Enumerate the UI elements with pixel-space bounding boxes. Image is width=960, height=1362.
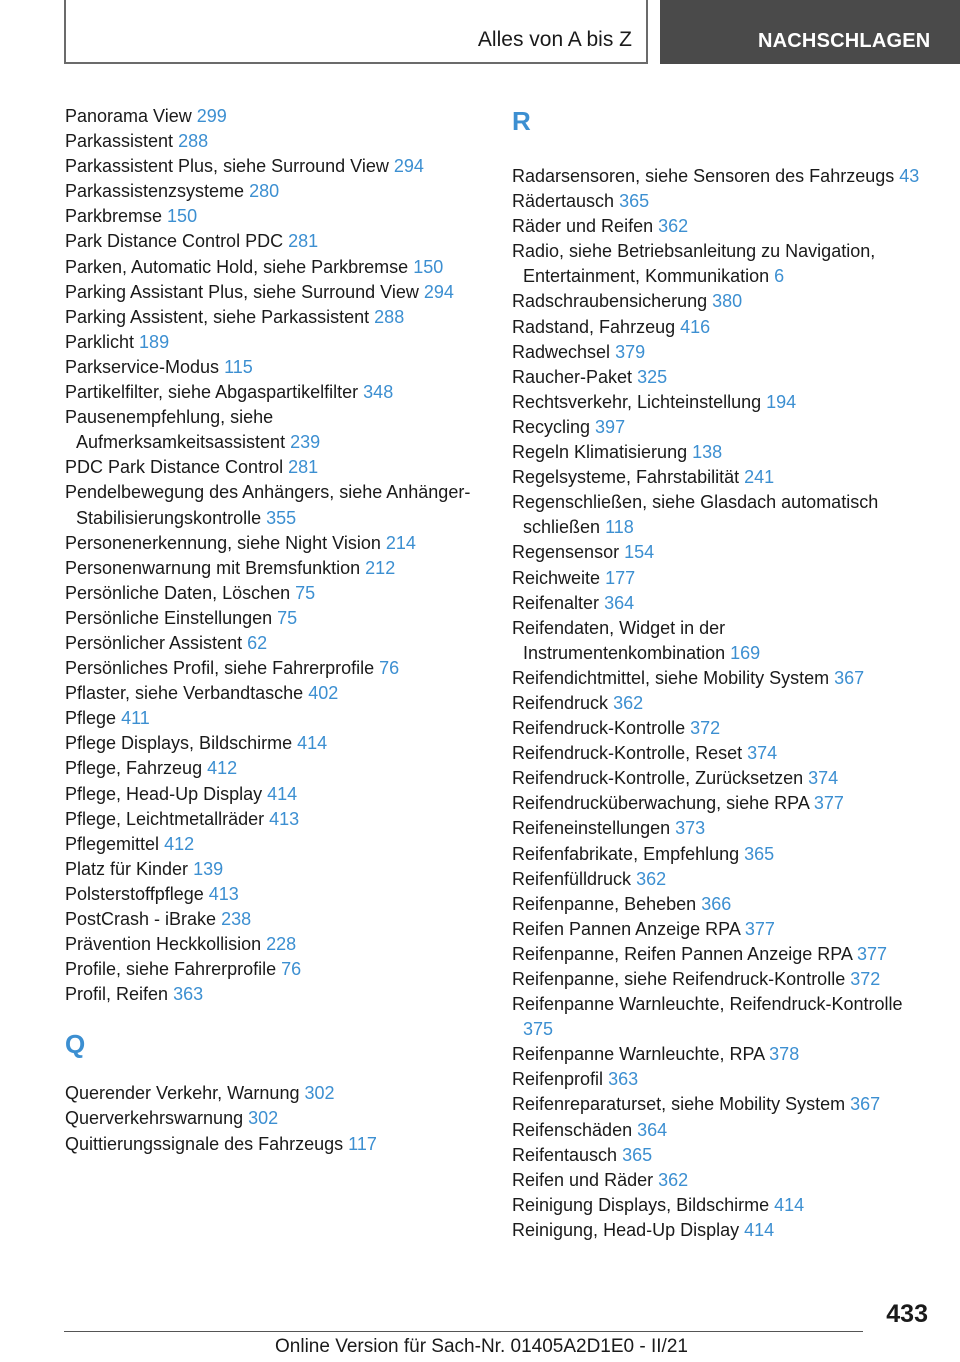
index-entry-text: Reifendaten, Widget in der Instrumentenkombination — [512, 617, 726, 663]
index-entry — [512, 365, 932, 390]
index-page-link[interactable]: 348 — [363, 382, 394, 403]
index-page-link[interactable]: 154 — [624, 542, 655, 563]
index-entry-text: Personenwarnung mit Bremsfunktion — [65, 557, 361, 578]
index-page-link[interactable]: 194 — [766, 391, 797, 412]
index-entry — [512, 1092, 932, 1117]
index-page-link[interactable]: 413 — [269, 808, 300, 829]
index-entry-text: Prävention Heckkollision — [65, 934, 262, 955]
index-entry — [65, 255, 485, 280]
index-entry-text: Profile, siehe Fahrerprofile — [65, 959, 277, 980]
index-page-link[interactable]: 75 — [295, 582, 316, 603]
index-entry-text: Parkassistenzsysteme — [65, 181, 245, 202]
index-entry — [65, 179, 485, 204]
index-entry-text: Reifenalter — [512, 592, 600, 613]
index-page-link[interactable]: 325 — [637, 366, 668, 387]
index-entry-text: Polsterstoffpflege — [65, 883, 204, 904]
index-entry — [65, 305, 485, 330]
index-entry — [512, 1193, 932, 1218]
index-entry — [512, 1067, 932, 1092]
index-letter-r: R — [512, 106, 531, 136]
index-page-link[interactable]: 362 — [658, 1169, 689, 1190]
index-page-link[interactable]: 43 — [899, 166, 920, 186]
index-entry — [512, 942, 932, 967]
index-entry-text: Parkassistent Plus, siehe Surround View — [65, 156, 389, 177]
index-entry — [512, 540, 932, 565]
index-entry — [512, 867, 932, 892]
index-entry-text: Reifendruck-Kontrolle, Zurücksetzen — [512, 768, 804, 789]
index-entry-text: Parking Assistant Plus, siehe Surround View — [65, 281, 419, 302]
index-entry — [65, 405, 485, 455]
index-entry — [65, 832, 485, 857]
index-entry-text: Räder und Reifen — [512, 216, 654, 237]
index-entry-text: Pflaster, siehe Verbandtasche — [65, 683, 304, 704]
index-entry — [512, 239, 932, 289]
index-page-link[interactable]: 377 — [856, 943, 887, 964]
index-entry — [512, 666, 932, 691]
index-entry — [65, 280, 485, 305]
index-page-link[interactable]: 412 — [164, 833, 195, 854]
index-entry-text: Parkservice-Modus — [65, 356, 220, 377]
index-page-link[interactable]: 363 — [608, 1069, 639, 1090]
index-entry-text: Reifeneinstellungen — [512, 818, 671, 839]
index-page-link[interactable]: 374 — [808, 768, 839, 789]
index-entry — [65, 1132, 485, 1157]
index-page-link[interactable]: 367 — [850, 1094, 881, 1115]
index-entry-text: Reifenfabrikate, Empfehlung — [512, 843, 740, 864]
index-entry — [512, 842, 932, 867]
index-entry-text: Radio, siehe Betriebsanleitung zu Navigation, Entertainment, Kommunikation — [512, 241, 876, 287]
index-entry-text: Reinigung Displays, Bildschirme — [512, 1194, 770, 1215]
index-entry-text: Regeln Klimatisierung — [512, 442, 688, 463]
index-page-link[interactable]: 150 — [413, 256, 444, 277]
index-entry-text: Reifenschäden — [512, 1119, 633, 1140]
index-page-link[interactable]: 380 — [712, 291, 743, 312]
index-entry-text: PostCrash - iBrake — [65, 909, 217, 929]
index-entry — [512, 791, 932, 816]
index-entry — [512, 1143, 932, 1168]
index-entry — [65, 731, 485, 756]
index-entry — [65, 932, 485, 957]
index-page-link[interactable]: 374 — [747, 743, 778, 764]
index-entry — [512, 340, 932, 365]
index-page-link[interactable]: 294 — [423, 281, 454, 302]
index-entry-text: Parking Assistent, siehe Parkassistent — [65, 306, 370, 327]
index-entry-text: Pflege, Fahrzeug — [65, 758, 203, 779]
index-entry-text: Partikelfilter, siehe Abgaspartikelfilter — [65, 382, 359, 403]
index-entry — [65, 330, 485, 355]
index-entry-text: Panorama View — [65, 106, 192, 126]
index-entry-text: Reifendichtmittel, siehe Mobility System — [512, 667, 830, 688]
index-entry-text: Parkassistent — [65, 131, 174, 152]
index-page-link[interactable]: 414 — [744, 1219, 775, 1240]
index-entry-text: Raucher-Paket — [512, 366, 633, 387]
index-entry — [512, 289, 932, 314]
index-page-link[interactable]: 76 — [379, 658, 400, 679]
index-entry-text: Recycling — [512, 416, 591, 437]
index-entry-text: Reifenprofil — [512, 1069, 604, 1090]
index-entry-text: Reifendrucküberwachung, siehe RPA — [512, 793, 809, 814]
index-page-link[interactable]: 288 — [178, 131, 209, 152]
index-page-link[interactable]: 375 — [523, 1019, 554, 1040]
index-entry — [512, 1218, 932, 1243]
index-page-link[interactable]: 150 — [167, 206, 198, 227]
index-entry-text: Regelsysteme, Fahrstabilität — [512, 467, 740, 488]
index-page-link[interactable]: 365 — [622, 1144, 653, 1165]
index-entry — [65, 857, 485, 882]
index-page-link[interactable]: 362 — [658, 216, 689, 237]
index-page-link[interactable]: 372 — [690, 718, 721, 739]
index-entry-text: Reifendruck — [512, 692, 609, 713]
index-entry-text: Pflege Displays, Bildschirme — [65, 733, 293, 754]
index-entry-text: Querverkehrswarnung — [65, 1108, 244, 1129]
index-page-link[interactable]: 366 — [701, 893, 732, 914]
index-entry-text: Reichweite — [512, 567, 601, 588]
index-entry — [512, 315, 932, 340]
index-page-link[interactable]: 177 — [605, 567, 636, 588]
index-entry — [512, 1118, 932, 1143]
index-entry-text: Reifen Pannen Anzeige RPA — [512, 918, 740, 939]
index-page-link[interactable]: 294 — [393, 156, 424, 177]
index-page-link[interactable]: 299 — [196, 106, 227, 126]
index-entry-text: Reinigung, Head-Up Display — [512, 1219, 740, 1240]
online-version-note: Online Version für Sach-Nr. 01405A2D1E0 - II/21 — [275, 1336, 688, 1357]
index-page-link[interactable]: 362 — [636, 868, 667, 889]
index-entry-text: Reifendruck-Kontrolle, Reset — [512, 743, 743, 764]
index-entry — [65, 706, 485, 731]
index-list-r — [512, 164, 932, 1243]
index-entry — [65, 606, 485, 631]
index-entry-text: Reifenpanne Warnleuchte, Reifendruck-Kontrolle — [512, 994, 903, 1015]
index-entry-text: Quittierungssignale des Fahrzeugs — [65, 1133, 344, 1154]
index-entry — [65, 656, 485, 681]
index-entry-text: Radstand, Fahrzeug — [512, 316, 676, 337]
index-page-link[interactable]: 281 — [288, 457, 319, 478]
index-entry-text: Reifenpanne, siehe Reifendruck-Kontrolle — [512, 969, 846, 989]
index-entry-text: Park Distance Control PDC — [65, 231, 284, 252]
index-entry — [65, 1081, 485, 1106]
index-entry — [512, 741, 932, 766]
index-page-link[interactable]: 364 — [637, 1119, 668, 1140]
index-page-link[interactable]: 241 — [744, 467, 775, 488]
index-entry — [512, 616, 932, 666]
index-page-link[interactable]: 76 — [281, 959, 302, 980]
index-entry-text: Regensensor — [512, 542, 620, 563]
index-entry — [65, 581, 485, 606]
index-page-link[interactable]: 189 — [139, 331, 170, 352]
index-entry — [65, 154, 485, 179]
index-entry — [65, 531, 485, 556]
index-entry-text: Reifenreparaturset, siehe Mobility System — [512, 1094, 846, 1115]
index-entry-text: Reifenpanne, Beheben — [512, 893, 697, 914]
index-page-link[interactable]: 115 — [224, 356, 253, 377]
index-entry-text: Pausenempfehlung, siehe Aufmerksamkeitsassistent — [65, 407, 286, 453]
index-page-link[interactable]: 412 — [207, 758, 238, 779]
index-entry — [65, 204, 485, 229]
index-entry — [512, 415, 932, 440]
index-entry-text: Pflege, Leichtmetallräder — [65, 808, 265, 829]
index-page-link[interactable]: 411 — [121, 708, 150, 729]
index-entry-text: Pflege — [65, 708, 117, 729]
index-entry-text: Reifendruck-Kontrolle — [512, 718, 686, 739]
index-list-q — [65, 1081, 485, 1156]
index-entry — [65, 907, 485, 932]
index-page-link[interactable]: 6 — [774, 266, 785, 287]
index-list-p — [65, 104, 485, 1007]
footer-divider — [64, 1331, 863, 1332]
index-entry-text: Regenschließen, siehe Glasdach automatisch schließen — [512, 492, 879, 538]
index-page-link[interactable]: 365 — [619, 191, 650, 212]
index-entry — [65, 455, 485, 480]
index-entry — [512, 892, 932, 917]
index-entry — [65, 104, 485, 129]
index-entry — [512, 917, 932, 942]
index-entry-text: PDC Park Distance Control — [65, 457, 284, 478]
index-entry — [512, 440, 932, 465]
index-entry — [512, 189, 932, 214]
index-entry — [65, 882, 485, 907]
index-entry-text: Persönliche Daten, Löschen — [65, 582, 291, 603]
index-page-link[interactable]: 302 — [248, 1108, 279, 1129]
index-entry — [65, 480, 485, 530]
index-page-link[interactable]: 365 — [744, 843, 775, 864]
index-column-left — [65, 104, 485, 1157]
index-entry-text: Reifentausch — [512, 1144, 618, 1165]
index-page-link[interactable]: 288 — [374, 306, 405, 327]
index-entry — [512, 214, 932, 239]
index-entry — [512, 992, 932, 1042]
index-page-link[interactable]: 402 — [308, 683, 339, 704]
index-entry — [512, 465, 932, 490]
index-entry — [65, 380, 485, 405]
index-page-link[interactable]: 364 — [604, 592, 635, 613]
index-page-link[interactable]: 138 — [692, 442, 723, 463]
index-entry-text: Personenerkennung, siehe Night Vision — [65, 532, 381, 553]
index-page-link[interactable]: 75 — [277, 607, 298, 628]
index-page-link[interactable]: 373 — [675, 818, 706, 839]
index-page-link[interactable]: 377 — [813, 793, 844, 814]
index-entry — [512, 1042, 932, 1067]
index-page-link[interactable]: 214 — [385, 532, 416, 553]
index-entry — [65, 681, 485, 706]
index-entry-text: Persönliches Profil, siehe Fahrerprofile — [65, 658, 375, 679]
index-entry-text: Persönliche Einstellungen — [65, 607, 273, 628]
index-entry — [512, 566, 932, 591]
index-entry — [512, 1168, 932, 1193]
index-page-link[interactable]: 117 — [348, 1133, 377, 1154]
index-page-link[interactable]: 414 — [267, 783, 298, 804]
index-entry — [512, 164, 932, 189]
index-entry-text: Rädertausch — [512, 191, 615, 212]
index-page-link[interactable]: 367 — [834, 667, 865, 688]
index-page-link[interactable]: 118 — [605, 517, 634, 538]
index-entry — [512, 967, 932, 992]
index-page-link[interactable]: 413 — [208, 883, 239, 904]
chapter-tab-label: NACHSCHLAGEN — [758, 30, 931, 52]
index-entry-text: Radwechsel — [512, 341, 611, 362]
index-page-link[interactable]: 228 — [266, 934, 297, 955]
index-page-link[interactable]: 302 — [304, 1083, 335, 1104]
page-number: 433 — [886, 1300, 928, 1328]
index-entry — [512, 390, 932, 415]
index-entry-text: Radschraubensicherung — [512, 291, 708, 312]
index-entry — [512, 766, 932, 791]
index-page-link[interactable]: 239 — [290, 432, 321, 453]
index-page-link[interactable]: 212 — [365, 557, 396, 578]
index-entry — [65, 782, 485, 807]
index-page-link[interactable]: 414 — [774, 1194, 805, 1215]
index-page-link[interactable]: 416 — [680, 316, 711, 337]
index-entry-text: Pflege, Head-Up Display — [65, 783, 263, 804]
index-entry — [512, 591, 932, 616]
index-entry — [512, 716, 932, 741]
index-entry — [512, 490, 932, 540]
index-entry — [65, 807, 485, 832]
section-title: Alles von A bis Z — [477, 28, 632, 51]
index-entry — [65, 229, 485, 254]
index-entry-text: Reifenpanne Warnleuchte, RPA — [512, 1044, 765, 1065]
index-page-link[interactable]: 62 — [247, 632, 268, 653]
index-entry — [65, 756, 485, 781]
index-page-link[interactable]: 397 — [595, 416, 626, 437]
header-frame — [64, 0, 648, 64]
index-entry-text: Persönlicher Assistent — [65, 632, 243, 653]
index-entry — [512, 691, 932, 716]
index-page-link[interactable]: 238 — [221, 909, 252, 929]
index-page-link[interactable]: 139 — [193, 858, 224, 879]
index-entry-text: Parken, Automatic Hold, siehe Parkbremse — [65, 256, 409, 277]
index-entry-text: Reifen und Räder — [512, 1169, 654, 1190]
index-page-link[interactable]: 362 — [613, 692, 644, 713]
index-entry-text: Profil, Reifen — [65, 984, 169, 1005]
index-entry-text: Platz für Kinder — [65, 858, 189, 879]
index-entry-text: Reifenfülldruck — [512, 868, 632, 889]
index-entry-text: Parkbremse — [65, 206, 163, 227]
index-entry-text: Reifenpanne, Reifen Pannen Anzeige RPA — [512, 943, 852, 964]
index-entry — [65, 1106, 485, 1131]
index-entry — [65, 556, 485, 581]
index-entry-text: Pflegemittel — [65, 833, 160, 854]
index-entry-text: Querender Verkehr, Warnung — [65, 1083, 300, 1104]
index-entry-text: Radarsensoren, siehe Sensoren des Fahrzeugs — [512, 166, 895, 186]
index-entry — [65, 129, 485, 154]
index-page-link[interactable]: 377 — [744, 918, 775, 939]
index-page-link[interactable]: 281 — [288, 231, 319, 252]
index-page-link[interactable]: 280 — [249, 181, 280, 202]
index-letter-q: Q — [65, 1029, 86, 1060]
index-page-link[interactable]: 363 — [173, 984, 204, 1005]
index-page-link[interactable]: 379 — [615, 341, 646, 362]
index-page-link[interactable]: 414 — [297, 733, 328, 754]
index-entry — [65, 957, 485, 982]
index-entry-text: Pendelbewegung des Anhängers, siehe Anhänger-Stabilisierungskontrolle — [65, 482, 471, 528]
index-column-right — [512, 104, 932, 1243]
index-page-link[interactable]: 378 — [769, 1044, 800, 1065]
index-entry — [65, 631, 485, 656]
index-entry-text: Parklicht — [65, 331, 135, 352]
index-entry — [65, 355, 485, 380]
index-page-link[interactable]: 169 — [730, 642, 761, 663]
chapter-tab[interactable] — [660, 0, 960, 64]
index-entry-text: Rechtsverkehr, Lichteinstellung — [512, 391, 762, 412]
index-page-link[interactable]: 372 — [850, 969, 881, 989]
index-entry — [65, 982, 485, 1007]
index-entry — [512, 816, 932, 841]
index-page-link[interactable]: 355 — [266, 507, 297, 528]
